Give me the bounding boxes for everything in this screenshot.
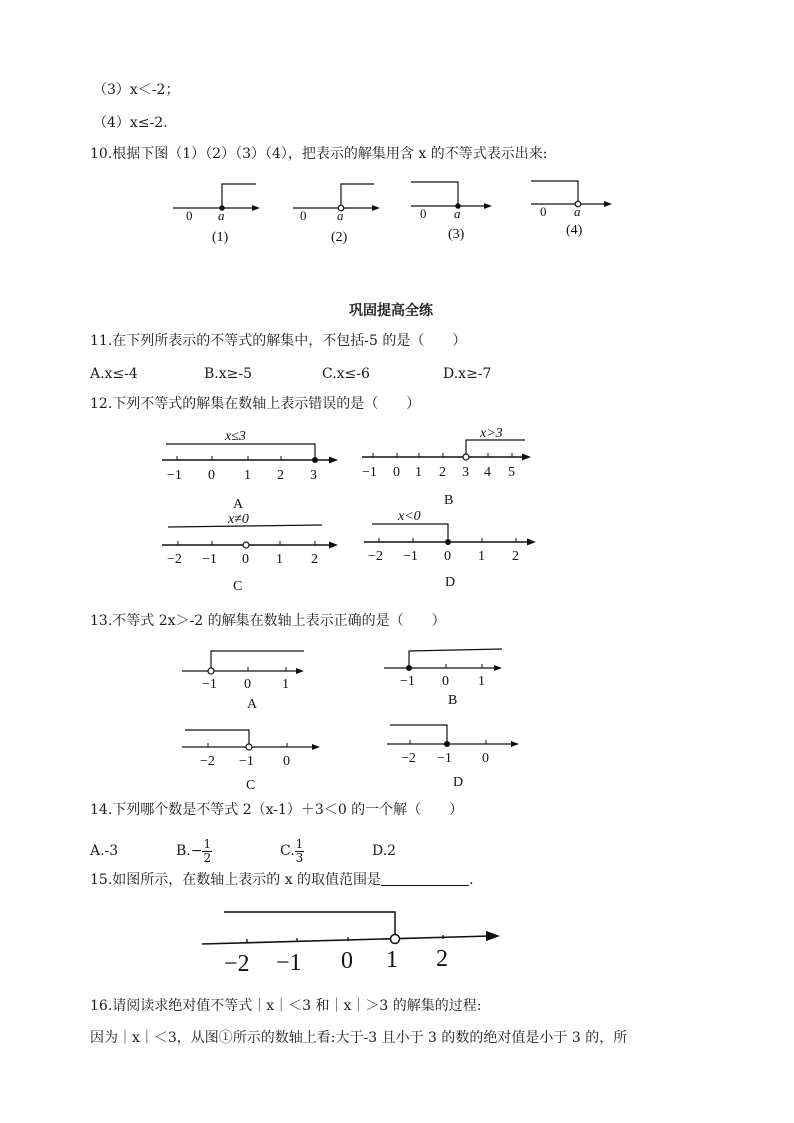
q13-figure-b <box>382 645 512 711</box>
section-title: 巩固提高全练 <box>349 303 433 319</box>
q10-fig4-caption: (4) <box>566 223 583 238</box>
q12-c-label: x≠0 <box>228 512 249 527</box>
q14-options <box>90 834 396 868</box>
q13-c-tick: −1 <box>239 754 254 769</box>
q11-option-a: A.x≤-4 <box>90 366 138 382</box>
q14-b-denominator: 2 <box>203 850 212 865</box>
q10-figure-3 <box>408 176 503 244</box>
q12-a-label: x≤3 <box>225 429 246 444</box>
q13-b-tick: 1 <box>478 674 485 689</box>
q12-d-tick: 2 <box>512 549 519 564</box>
q12-b-tick: 0 <box>393 465 400 480</box>
q14-option-c <box>280 834 372 868</box>
q12-b-tick: −1 <box>362 465 377 480</box>
q12-d-tick: 0 <box>444 549 451 564</box>
q13-a-tick: 0 <box>244 677 251 692</box>
q12-d-tick: −2 <box>368 549 383 564</box>
q12-question: 12.下列不等式的解集在数轴上表示错误的是（ ） <box>90 396 421 412</box>
q15-question <box>90 870 474 890</box>
q10-figure-1 <box>170 178 265 246</box>
q13-figure-c <box>180 726 325 796</box>
q12-d-caption: D <box>445 575 456 590</box>
q9-item-4: （4）x≤-2. <box>93 115 168 131</box>
q11-option-c: C.x≤-6 <box>322 366 370 382</box>
q14-option-b <box>176 834 280 868</box>
q12-b-caption: B <box>444 493 454 508</box>
q12-figure-c <box>160 508 345 596</box>
q15-tick: 1 <box>386 947 398 973</box>
q12-b-tick: 1 <box>415 465 422 480</box>
q13-c-tick: 0 <box>283 754 290 769</box>
q12-c-tick: 0 <box>242 552 249 567</box>
q13-b-caption: B <box>448 693 458 708</box>
q12-a-tick: −1 <box>167 468 182 483</box>
q12-a-tick: 2 <box>277 468 284 483</box>
q9-item-3: （3）x＜-2； <box>93 82 180 98</box>
q12-a-tick: 1 <box>244 468 251 483</box>
q14-option-d: D.2 <box>372 843 397 859</box>
q15-tick: 2 <box>436 946 448 972</box>
q12-c-tick: 1 <box>276 552 283 567</box>
q13-b-tick: 0 <box>442 674 449 689</box>
q12-a-tick: 0 <box>208 468 215 483</box>
q14-question: 14.下列哪个数是不等式 2（x-1）＋3＜0 的一个解（ ） <box>90 802 464 818</box>
q14-option-c-fraction <box>295 838 305 865</box>
q10-fig3-zero: 0 <box>420 206 427 221</box>
q12-figure-b <box>360 424 540 512</box>
q10-figure-2 <box>290 178 385 246</box>
q12-b-label: x>3 <box>480 426 503 441</box>
q14-option-a: A.-3 <box>90 843 119 859</box>
q10-fig4-a: a <box>574 204 581 219</box>
q13-figure-d <box>385 721 525 793</box>
q12-c-caption: C <box>233 579 243 594</box>
q10-fig1-zero: 0 <box>186 208 193 223</box>
q14-b-numerator: 1 <box>203 836 212 851</box>
q12-d-label: x<0 <box>398 509 421 524</box>
q15-answer-blank[interactable] <box>381 871 469 886</box>
q11-option-d: D.x≥-7 <box>443 366 492 382</box>
q13-d-caption: D <box>453 775 464 790</box>
q14-option-b-prefix: B.− <box>176 843 203 859</box>
q15-tick: 0 <box>341 948 353 974</box>
q12-a-tick: 3 <box>310 468 317 483</box>
q12-a-caption: A <box>233 497 244 512</box>
q14-c-numerator: 1 <box>295 836 304 851</box>
q12-b-tick: 3 <box>462 465 469 480</box>
q12-b-tick: 2 <box>439 465 446 480</box>
q10-fig3-a: a <box>454 206 461 221</box>
q13-question: 13.不等式 2x＞-2 的解集在数轴上表示正确的是（ ） <box>90 613 446 629</box>
q13-d-tick: −2 <box>401 751 416 766</box>
q11-options <box>90 364 491 384</box>
q10-question: 10.根据下图（1）（2）（3）（4），把表示的解集用含 x 的不等式表示出来: <box>90 146 548 162</box>
q13-a-caption: A <box>247 697 258 712</box>
q10-fig2-caption: (2) <box>331 230 348 245</box>
q11-question: 11.在下列所表示的不等式的解集中，不包括-5 的是（ ） <box>90 333 467 349</box>
q13-d-tick: −1 <box>437 751 452 766</box>
q12-d-tick: −1 <box>403 549 418 564</box>
q15-question-text: 15.如图所示，在数轴上表示的 x 的取值范围是 <box>90 872 382 888</box>
q10-fig1-caption: (1) <box>212 230 229 245</box>
q10-figure-4 <box>528 176 623 244</box>
q10-fig4-zero: 0 <box>540 204 547 219</box>
q12-c-tick: −1 <box>202 552 217 567</box>
q13-b-tick: −1 <box>400 674 415 689</box>
q15-figure <box>200 908 510 978</box>
q11-option-b: B.x≥-5 <box>204 366 253 382</box>
q12-figure-d <box>362 506 542 594</box>
q10-fig2-a: a <box>337 208 344 223</box>
q14-c-denominator: 3 <box>295 850 304 865</box>
q15-period: . <box>469 872 474 888</box>
q13-c-caption: C <box>246 778 256 793</box>
q15-tick: −2 <box>224 951 250 977</box>
q10-fig3-caption: (3) <box>448 227 465 242</box>
q15-tick: −1 <box>276 950 302 976</box>
q13-a-tick: −1 <box>202 677 217 692</box>
q10-fig1-a: a <box>218 208 225 223</box>
q13-d-tick: 0 <box>482 751 489 766</box>
q14-option-c-prefix: C. <box>280 843 295 859</box>
q12-c-tick: −2 <box>167 552 182 567</box>
q12-d-tick: 1 <box>478 549 485 564</box>
q12-b-tick: 4 <box>484 465 491 480</box>
q10-fig2-zero: 0 <box>300 208 307 223</box>
q14-option-b-fraction <box>202 838 212 865</box>
q12-c-tick: 2 <box>311 552 318 567</box>
q16-question-line-2: 因为｜x｜＜3，从图①所示的数轴上看:大于-3 且小于 3 的数的绝对值是小于 3 的，所 <box>90 1030 628 1046</box>
q13-a-tick: 1 <box>282 677 289 692</box>
q16-question-line-1: 16.请阅读求绝对值不等式｜x｜＜3 和｜x｜＞3 的解集的过程: <box>90 998 482 1014</box>
q12-figure-a <box>160 424 345 516</box>
q12-b-tick: 5 <box>508 465 515 480</box>
q13-c-tick: −2 <box>200 754 215 769</box>
q13-figure-a <box>180 645 310 715</box>
